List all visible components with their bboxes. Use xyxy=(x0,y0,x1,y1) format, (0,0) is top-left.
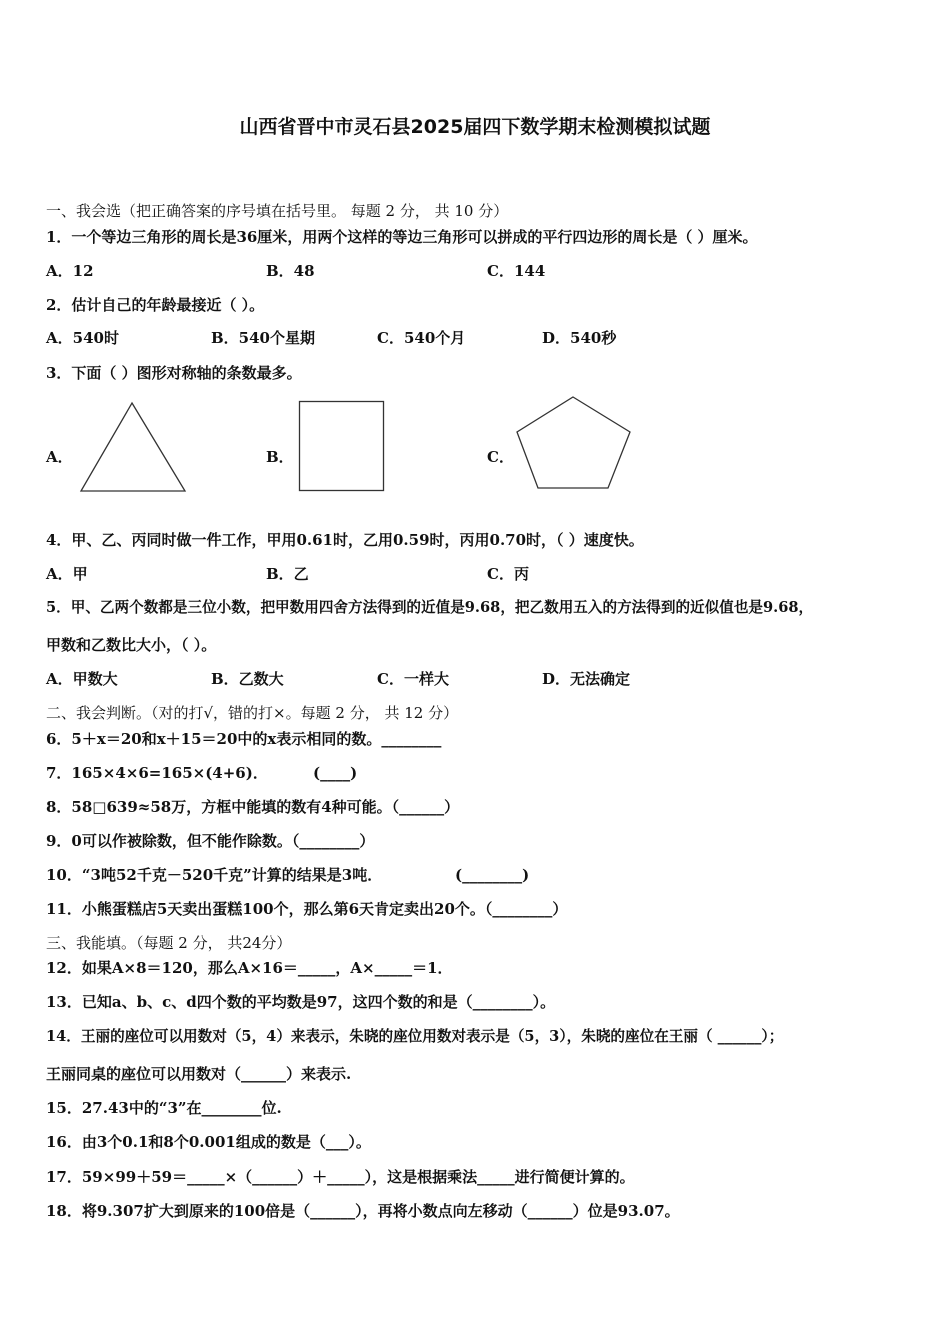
q5-option-c: C．一样大 xyxy=(377,670,449,688)
question-10-blank: (________) xyxy=(455,866,530,884)
question-9: 9．0可以作被除数，但不能作除数。（________） xyxy=(46,832,375,850)
q1-option-a: A．12 xyxy=(46,262,94,280)
q2-option-d: D．540秒 xyxy=(542,329,617,347)
pentagon-figure xyxy=(514,395,632,491)
q1-option-c: C．144 xyxy=(487,262,546,280)
q5-option-a: A．甲数大 xyxy=(46,670,118,688)
q3-option-a: A． xyxy=(46,448,73,466)
triangle-figure xyxy=(78,400,188,494)
question-6: 6．5＋x＝20和x＋15＝20中的x表示相同的数。________ xyxy=(46,730,442,748)
question-7-blank: (____) xyxy=(313,764,358,782)
q4-option-b: B．乙 xyxy=(266,565,309,583)
question-4: 4．甲、乙、丙同时做一件工作，甲用0.61时，乙用0.59时，丙用0.70时，（ ）速度快。 xyxy=(46,531,644,549)
question-18: 18．将9.307扩大到原来的100倍是（______），再将小数点向左移动（______）位是93.07。 xyxy=(46,1202,680,1220)
page-title: 山西省晋中市灵石县2025届四下数学期末检测模拟试题 xyxy=(239,116,711,138)
question-10: 10．“3吨52千克－520千克”计算的结果是3吨． xyxy=(46,866,383,884)
question-16: 16．由3个0.1和8个0.001组成的数是（___）。 xyxy=(46,1133,371,1151)
question-8: 8．58□639≈58万，方框中能填的数有4种可能。（______） xyxy=(46,798,460,816)
question-15: 15．27.43中的“3”在________位. xyxy=(46,1099,282,1117)
question-3: 3．下面（ ）图形对称轴的条数最多。 xyxy=(46,364,302,382)
question-1: 1．一个等边三角形的周长是36厘米，用两个这样的等边三角形可以拼成的平行四边形的周长是（ ）厘米。 xyxy=(46,228,758,246)
question-5-line-2: 甲数和乙数比大小，（ ）。 xyxy=(46,636,217,654)
question-2: 2．估计自己的年龄最接近（ ）。 xyxy=(46,296,265,314)
q4-option-c: C．丙 xyxy=(487,565,529,583)
q3-option-c: C． xyxy=(487,448,514,466)
q1-option-b: B．48 xyxy=(266,262,315,280)
q5-option-b: B．乙数大 xyxy=(211,670,284,688)
q3-option-b: B． xyxy=(266,448,294,466)
question-13: 13．已知a、b、c、d四个数的平均数是97，这四个数的和是（________）。 xyxy=(46,993,556,1011)
question-12: 12．如果A×8＝120，那么A×16＝_____，A×_____＝1． xyxy=(46,959,453,977)
question-7: 7．165×4×6=165×(4+6)． xyxy=(46,764,268,782)
question-17: 17．59×99＋59＝_____×（______）＋_____），这是根据乘法_____进行简便计算的。 xyxy=(46,1168,635,1186)
section-1-heading: 一、我会选（把正确答案的序号填在括号里。 每题 2 分， 共 10 分） xyxy=(46,202,509,220)
q2-option-a: A．540时 xyxy=(46,329,119,347)
question-14-line-2: 王丽同桌的座位可以用数对（______）来表示. xyxy=(46,1065,352,1083)
q4-option-a: A．甲 xyxy=(46,565,88,583)
q2-option-b: B．540个星期 xyxy=(211,329,315,347)
section-2-heading: 二、我会判断。（对的打√，错的打×。每题 2 分， 共 12 分） xyxy=(46,704,459,722)
question-14-line-1: 14．王丽的座位可以用数对（5，4）来表示，朱晓的座位用数对表示是（5，3），朱晓的座位在王丽（ ______）； xyxy=(46,1028,784,1045)
q2-option-c: C．540个月 xyxy=(377,329,466,347)
section-3-heading: 三、我能填。（每题 2 分， 共24分） xyxy=(46,934,292,952)
question-5-line-1: 5．甲、乙两个数都是三位小数，把甲数用四舍方法得到的近值是9.68，把乙数用五入的方法得到的近似值也是9.68， xyxy=(46,599,814,616)
square-figure xyxy=(298,400,386,493)
question-11: 11．小熊蛋糕店5天卖出蛋糕100个，那么第6天肯定卖出20个。（________） xyxy=(46,900,568,918)
q5-option-d: D．无法确定 xyxy=(542,670,631,688)
